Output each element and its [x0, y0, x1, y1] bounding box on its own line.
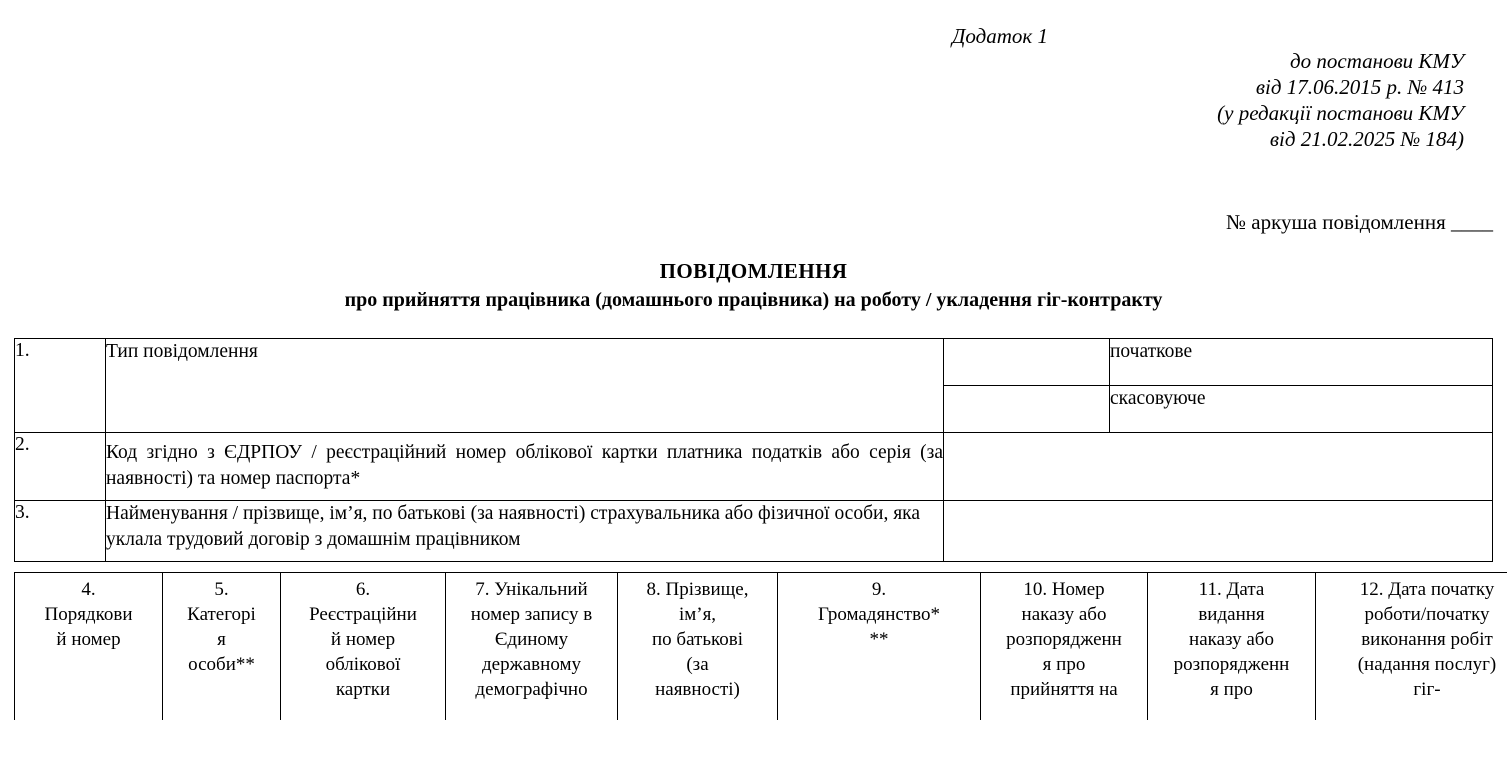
row-number-3: 3.	[15, 501, 106, 562]
column-header-unique-record-number	[446, 573, 618, 726]
decree-line-4: від 21.02.2025 № 184)	[1217, 126, 1464, 152]
col6-number: 6.	[283, 577, 443, 602]
col6-line1: Реєстраційни	[283, 602, 443, 627]
col11-line2: видання	[1150, 602, 1313, 627]
col11-line1: 11. Дата	[1150, 577, 1313, 602]
decree-line-2: від 17.06.2015 р. № 413	[1217, 74, 1464, 100]
col10-line4: я про	[983, 652, 1145, 677]
table-row-3	[15, 501, 1493, 562]
col12-line3: виконання робіт	[1318, 627, 1507, 652]
col10-line5: прийняття на	[983, 677, 1145, 702]
col12-line4: (надання послуг)	[1318, 652, 1507, 677]
col8-line4: (за	[620, 652, 775, 677]
page-subtitle: про прийняття працівника (домашнього працівника) на роботу / укладення гіг-контракту	[0, 287, 1507, 313]
col9-line2: **	[780, 627, 978, 652]
col11-line5: я про	[1150, 677, 1313, 702]
col8-line3: по батькові	[620, 627, 775, 652]
row-number-2: 2.	[15, 433, 106, 501]
col5-line2: я	[165, 627, 278, 652]
option-label-initial: початкове	[1110, 339, 1493, 386]
col8-line5: наявності)	[620, 677, 775, 702]
col7-line2: номер запису в	[448, 602, 615, 627]
col5-line3: особи**	[165, 652, 278, 677]
col10-line3: розпорядженн	[983, 627, 1145, 652]
col9-number: 9.	[780, 577, 978, 602]
col7-line1: 7. Унікальний	[448, 577, 615, 602]
col7-line4: державному	[448, 652, 615, 677]
column-header-sequence-number	[15, 573, 163, 726]
col7-line5: демографічно	[448, 677, 615, 702]
col10-line2: наказу або	[983, 602, 1145, 627]
sheet-number-field[interactable]: № аркуша повідомлення ____	[1226, 209, 1493, 235]
table-header-row	[15, 573, 1507, 726]
decree-line-3: (у редакції постанови КМУ	[1217, 100, 1464, 126]
col9-line1: Громадянство*	[780, 602, 978, 627]
col4-line1: Порядкови	[17, 602, 160, 627]
decree-reference	[1217, 48, 1464, 152]
col6-line4: картки	[283, 677, 443, 702]
col6-line2: й номер	[283, 627, 443, 652]
row-number-1: 1.	[15, 339, 106, 433]
col7-line3: Єдиному	[448, 627, 615, 652]
column-header-registration-number	[281, 573, 446, 726]
column-header-full-name	[618, 573, 778, 726]
col8-line1: 8. Прізвище,	[620, 577, 775, 602]
col6-line3: облікової	[283, 652, 443, 677]
page-bottom-clip	[0, 720, 1507, 760]
col11-line3: наказу або	[1150, 627, 1313, 652]
col8-line2: ім’я,	[620, 602, 775, 627]
column-header-work-start-date	[1316, 573, 1507, 726]
data-table-header	[14, 572, 1507, 726]
column-header-citizenship	[778, 573, 981, 726]
checkbox-cancelling[interactable]	[944, 386, 1110, 433]
col12-line2: роботи/початку	[1318, 602, 1507, 627]
col4-number: 4.	[17, 577, 160, 602]
column-header-order-date	[1148, 573, 1316, 726]
form-table	[14, 338, 1493, 562]
col5-line1: Категорі	[165, 602, 278, 627]
option-label-cancelling: скасовуюче	[1110, 386, 1493, 433]
col11-line4: розпорядженн	[1150, 652, 1313, 677]
decree-line-1: до постанови КМУ	[1217, 48, 1464, 74]
row-label-insurer-name: Найменування / прізвище, ім’я, по батькові (за наявності) страхувальника або фізичної особи, яка уклала трудовий договір з домашнім працівником	[106, 501, 944, 562]
checkbox-initial[interactable]	[944, 339, 1110, 386]
row-value-edrpou-code[interactable]	[944, 433, 1493, 501]
column-header-order-number	[981, 573, 1148, 726]
row-label-edrpou-code: Код згідно з ЄДРПОУ / реєстраційний номер облікової картки платника податків або серія (за наявності) та номер паспорта*	[106, 433, 944, 501]
table-row-1-initial	[15, 339, 1493, 386]
table-row-2	[15, 433, 1493, 501]
column-header-person-category	[163, 573, 281, 726]
page-title: ПОВІДОМЛЕННЯ	[0, 258, 1507, 284]
appendix-label: Додаток 1	[952, 22, 1048, 50]
col12-line5: гіг-	[1318, 677, 1507, 702]
col4-line2: й номер	[17, 627, 160, 652]
row-value-insurer-name[interactable]	[944, 501, 1493, 562]
col10-line1: 10. Номер	[983, 577, 1145, 602]
col12-line1: 12. Дата початку	[1318, 577, 1507, 602]
col5-number: 5.	[165, 577, 278, 602]
row-label-notification-type: Тип повідомлення	[106, 339, 944, 433]
